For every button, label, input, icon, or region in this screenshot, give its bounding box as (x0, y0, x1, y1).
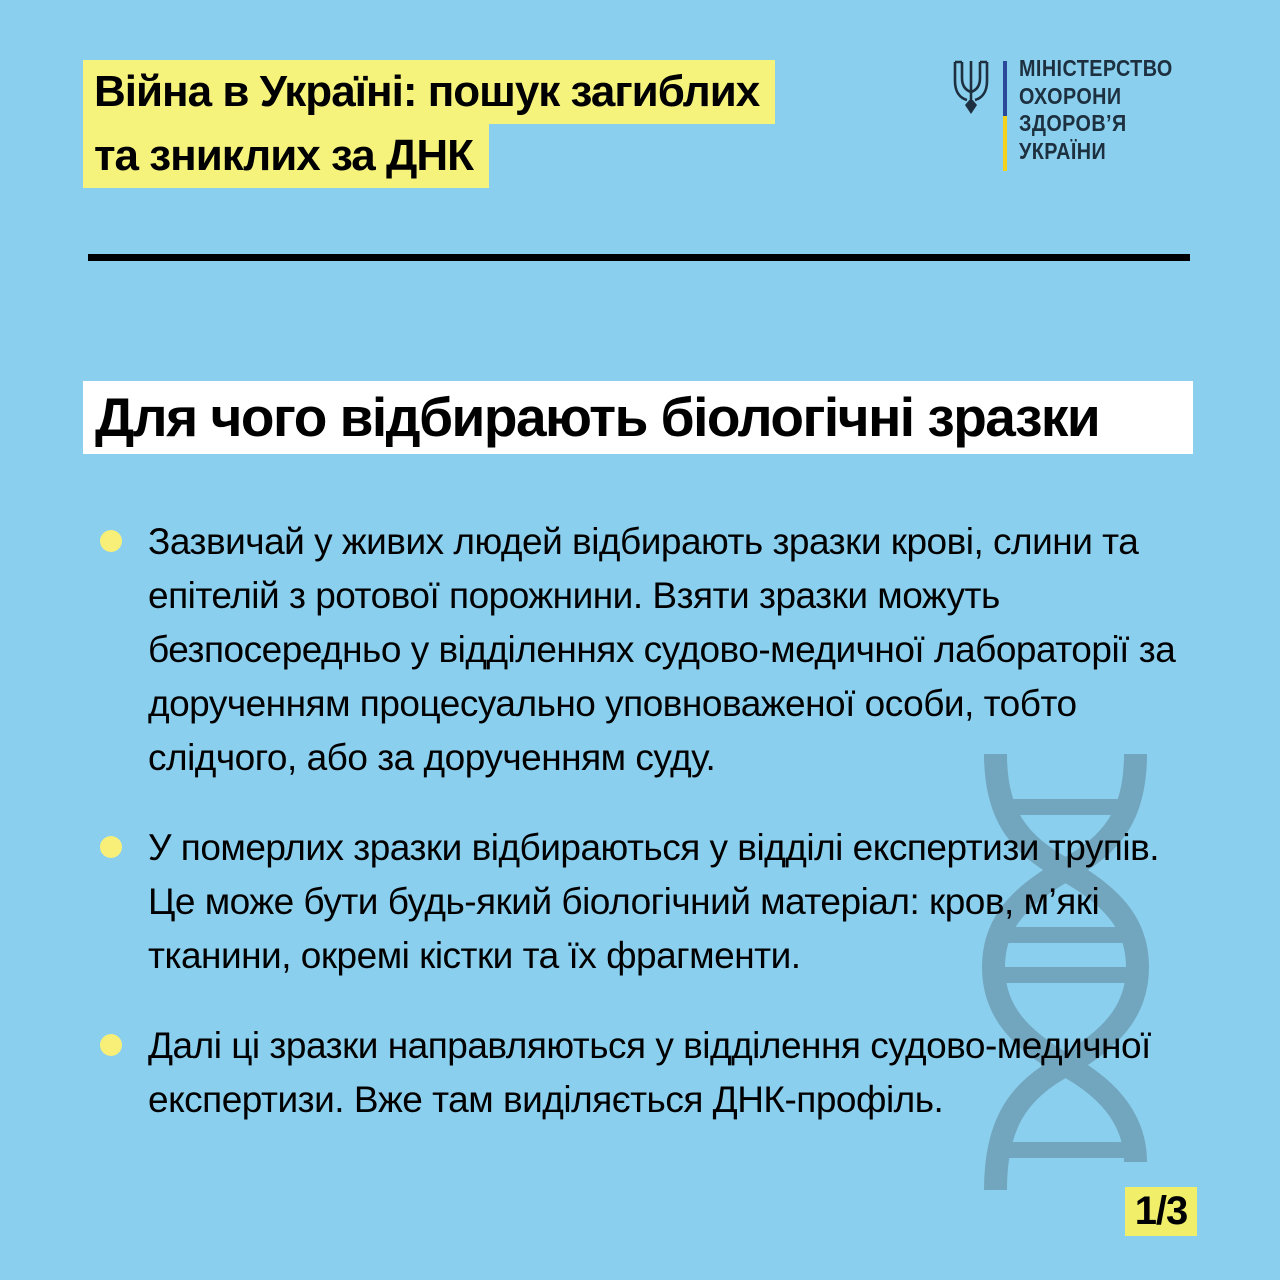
bullet-list (100, 515, 1180, 1163)
bullet-dot-icon (100, 836, 122, 858)
ministry-logo (949, 55, 1198, 171)
ministry-name-line: МІНІСТЕРСТВО (1019, 55, 1173, 81)
bullet-text: Далі ці зразки направляються у відділення судово-медичної експертизи. Вже там виділяється ДНК-профіль. (148, 1025, 1151, 1120)
list-item (100, 515, 1180, 785)
bullet-text: Зазвичай у живих людей відбирають зразки крові, слини та епітелій з ротової порожнини. Взяти зразки можуть безпосередньо у відділеннях судово-медичної лабораторії за дорученням процесуально уповноваженої особи, тобто слідчого, або за дорученням суду. (148, 521, 1176, 778)
bullet-text: У померлих зразки відбираються у відділі експертизи трупів. Це може бути будь-який біологічний матеріал: кров, м’які тканини, окремі кістки та їх фрагменти. (148, 827, 1160, 976)
divider-rule (88, 254, 1190, 261)
bullet-dot-icon (100, 530, 122, 552)
logo-divider (1003, 61, 1007, 171)
ministry-name (1019, 55, 1198, 165)
list-item (100, 821, 1180, 983)
list-item (100, 1019, 1180, 1127)
headline-line-2: та зниклих за ДНК (83, 124, 489, 188)
section-heading-strip (83, 381, 1193, 454)
ministry-name-line: ЗДОРОВ’Я (1019, 110, 1127, 136)
page-indicator-badge: 1/3 (1125, 1187, 1197, 1236)
headline-line-1: Війна в Україні: пошук загиблих (83, 60, 775, 124)
headline-block (83, 60, 903, 188)
tryzub-trident-icon (949, 59, 993, 120)
ministry-name-line: УКРАЇНИ (1019, 137, 1107, 164)
section-heading: Для чого відбирають біологічні зразки (95, 386, 1100, 448)
ministry-name-line: ОХОРОНИ (1019, 82, 1122, 109)
bullet-dot-icon (100, 1034, 122, 1056)
